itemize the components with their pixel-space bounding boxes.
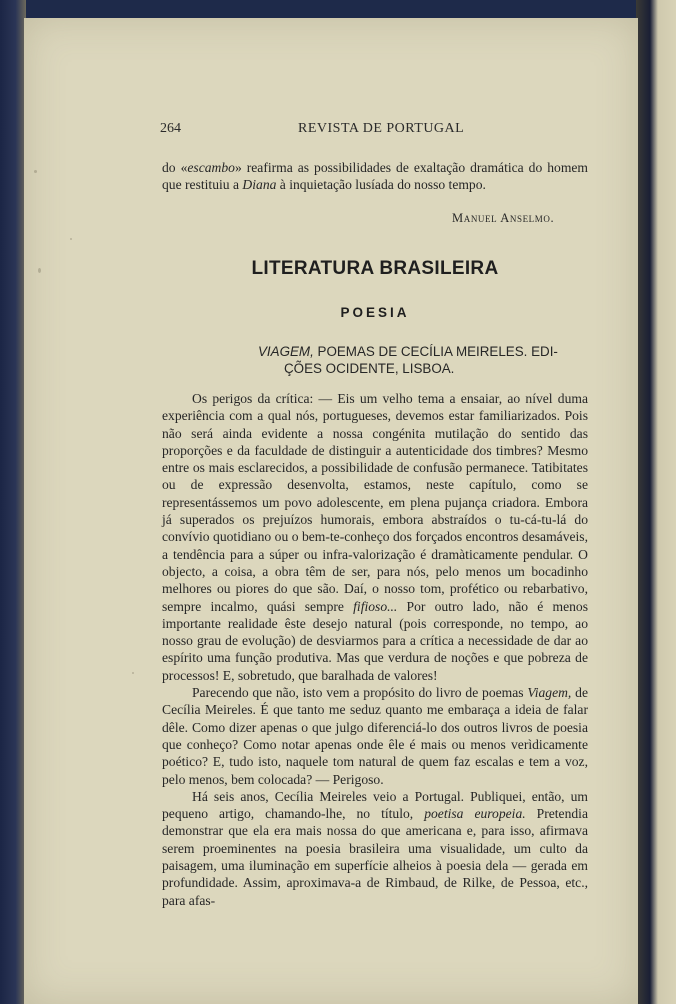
text-run: de Cecília Meireles. É que tanto me seduz quanto me embaraça a ideia de falar dêle. Como dizer apenas o que julgo diferenciá-lo dos outros livros de poesia que conheço? Como notar apenas onde êle é mais ou menos verìdicamente poético? E, tudo isto, naquele tom natural de quem faz escalas e tem a voz, pelo menos, bem colocada? — Perigoso. xyxy=(162,685,588,787)
book-edge-right xyxy=(636,0,676,1004)
book-title: VIAGEM, xyxy=(258,344,314,359)
italic-run: Viagem, xyxy=(527,685,572,701)
paragraph-2 xyxy=(162,684,588,788)
italic-run: fifioso... xyxy=(353,598,398,614)
italic-run: escambo xyxy=(187,160,235,175)
paper-speck xyxy=(34,170,37,173)
paragraph-1 xyxy=(162,390,588,684)
review-body xyxy=(162,390,588,909)
section-title: LITERATURA BRASILEIRA xyxy=(251,258,499,279)
text-run: do « xyxy=(162,160,188,175)
previous-article-ending xyxy=(162,159,588,194)
section-subtitle: POESIA xyxy=(340,305,410,320)
running-header: REVISTA DE PORTUGAL xyxy=(298,121,465,136)
text-run: Há seis anos, Cecília Meireles veio a Portugal. Publiquei, então, um pequeno artigo, chamando-lhe, no título, xyxy=(162,788,588,822)
paragraph-3 xyxy=(162,788,588,909)
text-run: à inquietação lusíada do nosso tempo. xyxy=(276,177,486,193)
author-signature: Manuel Anselmo. xyxy=(452,211,555,225)
text-run: » reafirma as possibilidades de exaltação dramática do homem que restituiu a xyxy=(162,160,589,193)
review-heading-line1: POEMAS DE CECÍLIA MEIRELES. EDI- xyxy=(313,344,558,359)
page-number: 264 xyxy=(160,121,181,136)
paper-speck xyxy=(70,238,72,240)
review-heading-line2: ÇÕES OCIDENTE, LISBOA. xyxy=(284,360,455,376)
text-run: Por outro lado, não é menos importante realidade êste desejo natural (pois corresponde, no tempo, ao nosso grau de evolução) de desviarmos para a crítica a necessidade de dar ao espírito uma função produtiva. Mas que verdura de noções e que pobreza de processos! E, sobretudo, que baralhada de valores! xyxy=(162,598,588,683)
italic-run: Diana xyxy=(242,177,277,193)
text-run: Os perigos da crítica: — Eis um velho tema a ensaiar, ao nível duma experiência com a qual nós, portugueses, devemos estar familiarizados. Pois não será ainda evidente a nossa congénita mutilação do sentido das proporções e da faculdade de distinguir a autenticidade dos timbres? Mesmo entre os mais esclarecidos, a possibilidade de confusão permanece. Tatibitates ou de expressão desenvolta, estamos, neste capítulo, como se representássemos um povo adolescente, em plena pujança criadora. Embora já superados os prejuízos humorais, embora abstraídos o tu-cá-tu-lá do convívio quotidiano ou o bem-te-conheço dos forçados encontros desamáveis, a tendência para a súper ou infra-valorização é dramàticamente pendular. O objecto, a coisa, a obra têm de ser, para nós, pelo menos um bocadinho melhores ou piores do que são. Daí, o nosso tom, profético ou rebarbativo, sempre incalmo, quási sempre xyxy=(162,391,588,614)
italic-run: poetisa europeia. xyxy=(424,806,526,822)
book-spine-left xyxy=(0,0,26,1004)
paper-speck xyxy=(132,672,134,674)
paper-speck xyxy=(38,268,41,273)
text-run: Parecendo que não, isto vem a propósito do livro de poemas xyxy=(192,685,528,701)
review-heading xyxy=(258,344,588,377)
text-run: Pretendia demonstrar que ela era mais nossa do que americana e, para isso, afirmava serem proeminentes na poesia brasileira uma visualidade, um culto da paisagem, uma iluminação em superfície alheios à poesia dela — gerada em profundidade. Assim, aproximava-a de Rimbaud, de Rilke, de Pessoa, etc., para afas- xyxy=(162,806,588,908)
